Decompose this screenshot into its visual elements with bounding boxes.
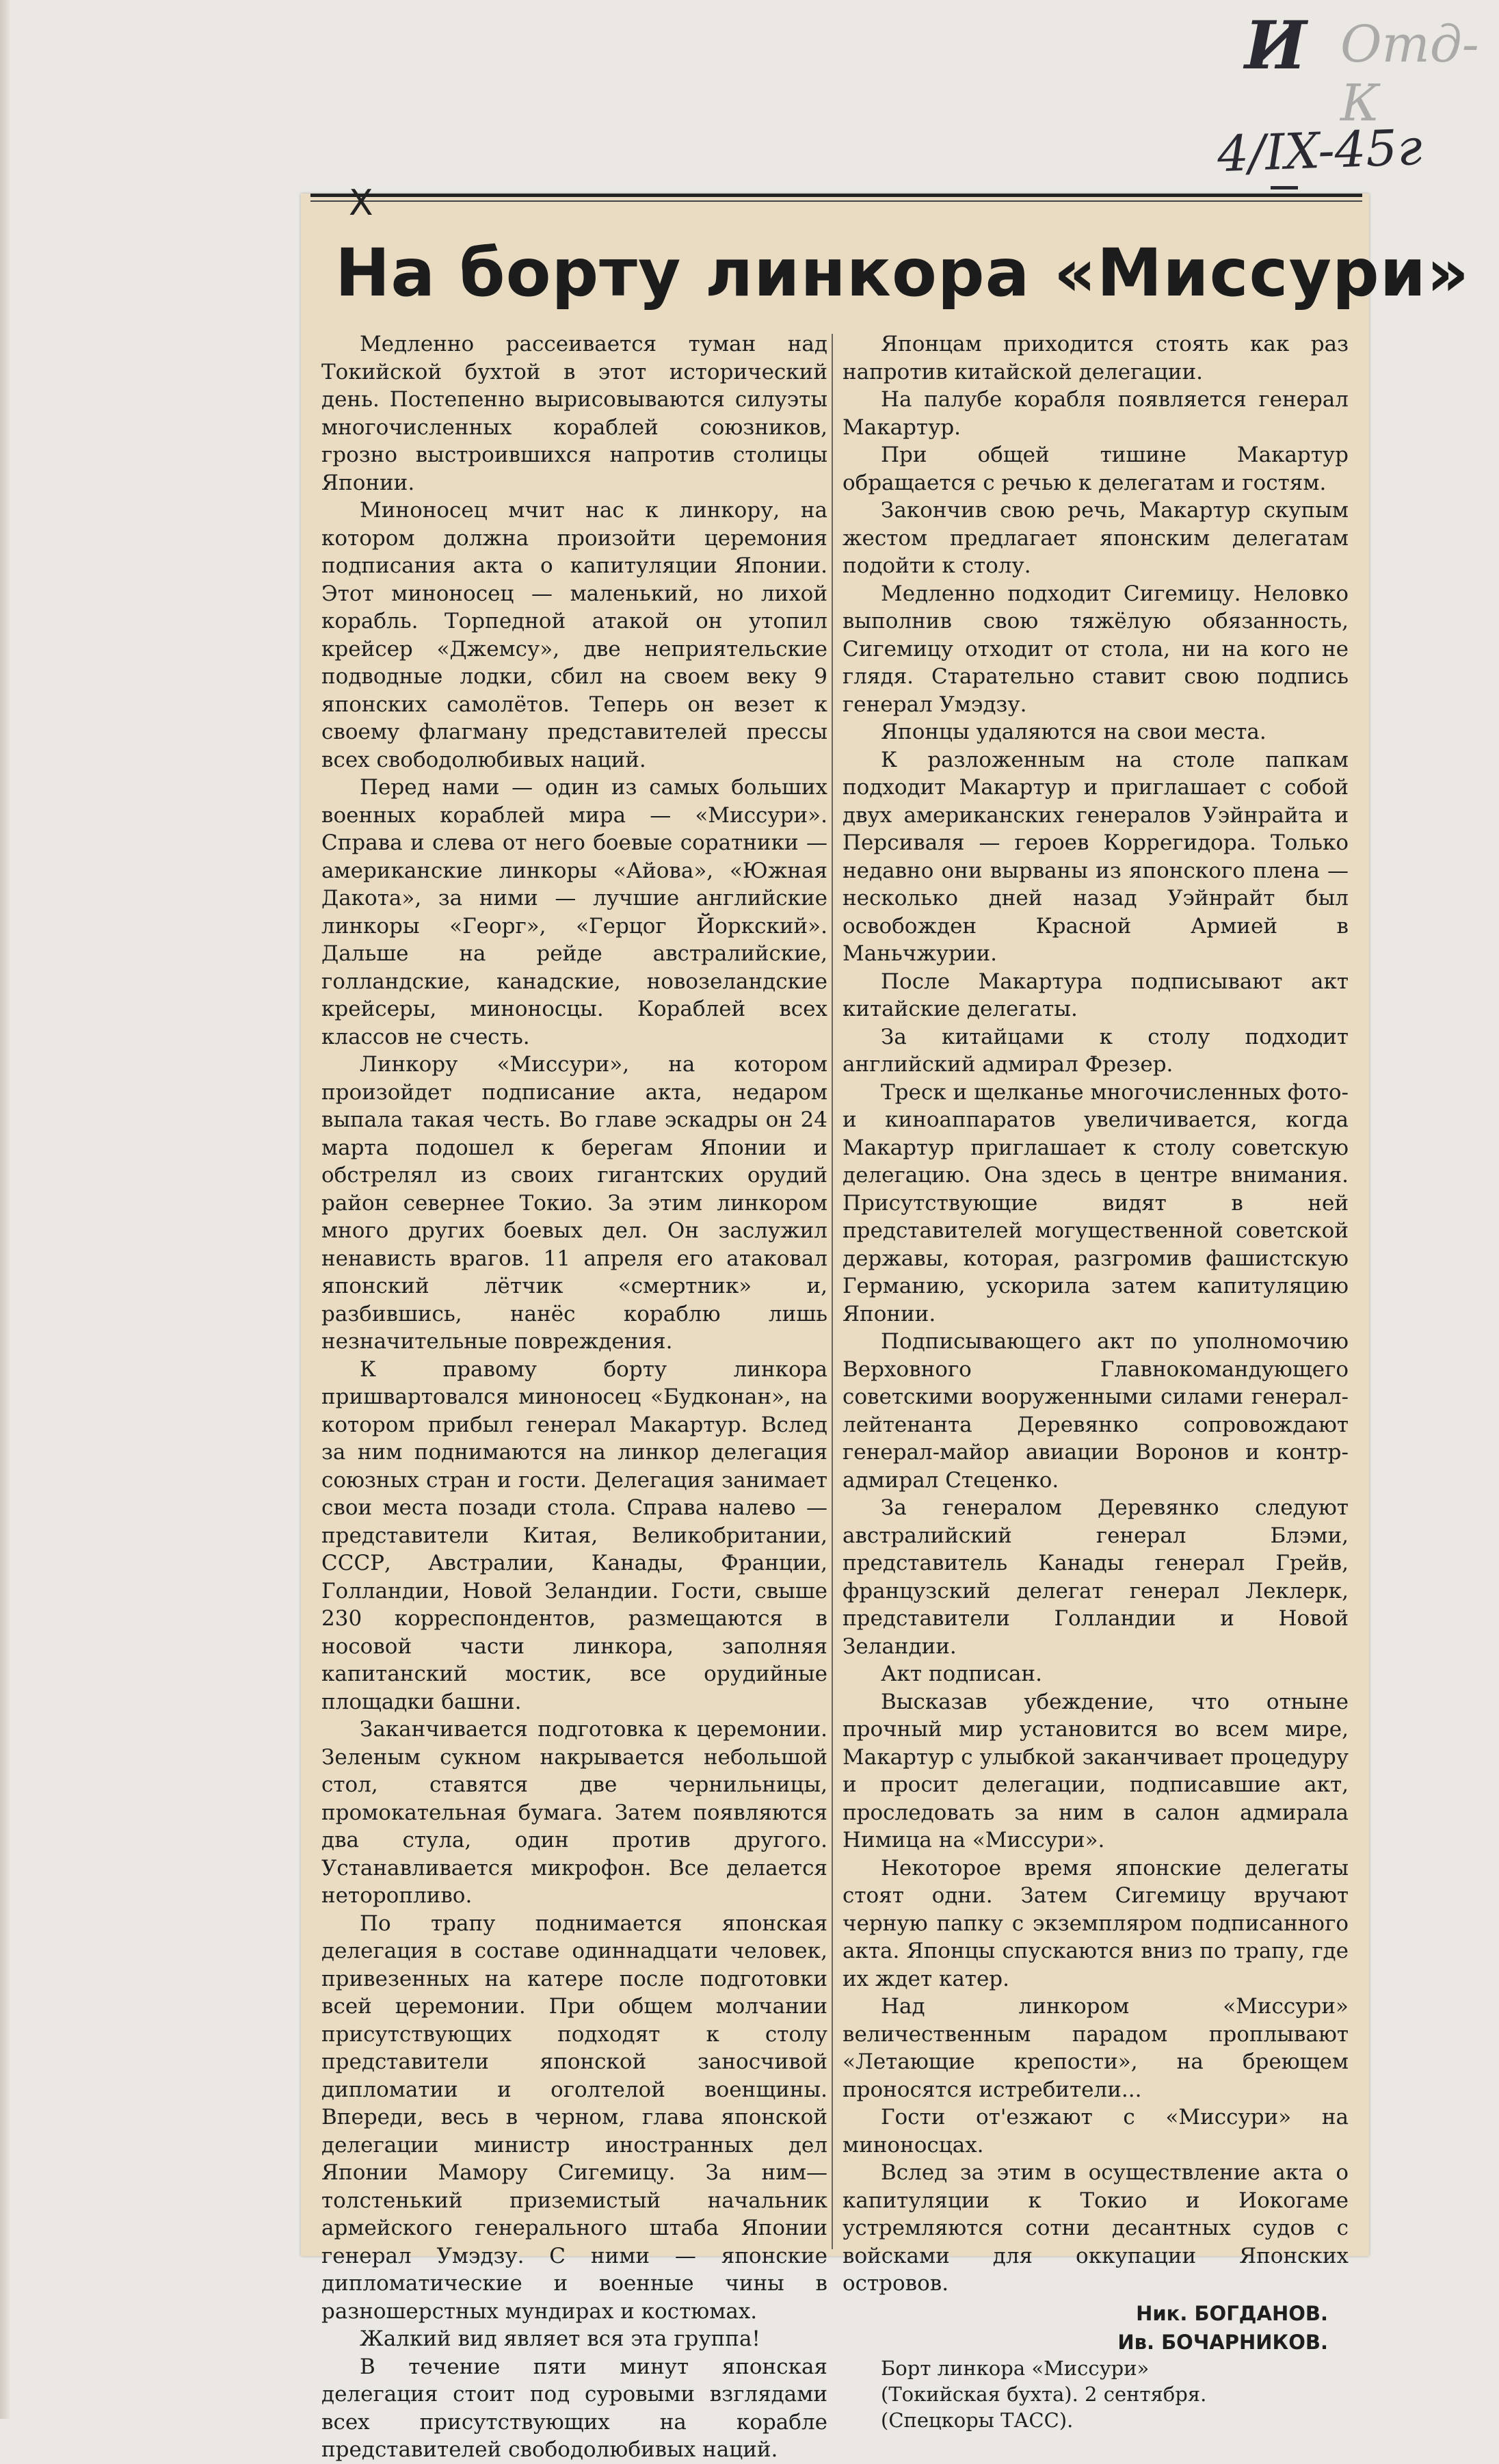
page-edge bbox=[0, 0, 10, 2419]
newspaper-clipping bbox=[301, 183, 1470, 2462]
faded-stamp: Отд-К bbox=[1340, 15, 1479, 133]
handwritten-date: 4/IX-45г bbox=[1216, 118, 1423, 183]
top-rule-thin bbox=[310, 200, 1362, 202]
date-underline bbox=[1271, 186, 1298, 189]
signature-bocharnikov: Ив. БОЧАРНИКОВ. bbox=[1117, 2330, 1328, 2354]
paragraph: Заканчивается подготовка к церемонии. Зеленым сукном накрывается небольшой стол, ставятся две чернильницы, промокательная бумага. Затем появляются два стула, один против другого. Устанавливается микрофон. Все делается неторопливо. bbox=[321, 1717, 827, 1908]
paragraph: Жалкий вид являет вся эта группа! bbox=[360, 2327, 760, 2351]
paragraph: Некоторое время японские делегаты стоят одни. Затем Сигемицу вручают черную папку с экземпляром подписанного акта. Японцы спускаются вниз по трапу, где их ждет катер. bbox=[843, 1855, 1349, 1991]
paragraph: Высказав убеждение, что отныне прочный мир установится во всем мире, Макартур с улыбкой заканчивает процедуру и просит делегации, подписавшие акт, проследовать за ним в салон адмирала Нимица на «Миссури». bbox=[843, 1689, 1349, 1852]
column-divider bbox=[832, 334, 833, 2249]
paragraph: Перед нами — один из самых больших военных кораблей мира — «Миссури». Справа и слева от него боевые соратники — американские линкоры «Айова», «Южная Дакота», за ними — лучшие английские линкоры «Георг», «Герцог Йоркский». Дальше на рейде австралийские, голландские, канадские, новозеландские крейсеры, миноносцы. Кораблей всех классов не счесть. bbox=[321, 775, 827, 1049]
paragraph: Акт подписан. bbox=[881, 1662, 1042, 1686]
left-column bbox=[321, 330, 827, 2464]
paragraph: Японцы удаляются на свои места. bbox=[881, 720, 1266, 744]
dateline: Борт линкора «Миссури» bbox=[881, 2356, 1150, 2380]
paragraph: Японцам приходится стоять как раз напротив китайской делегации. bbox=[843, 332, 1349, 384]
right-column bbox=[843, 330, 1349, 2433]
paragraph: За генералом Деревянко следуют австралийский генерал Блэми, представитель Канады генерал Грейв, французский делегат генерал Леклерк, представители Голландии и Новой Зеландии. bbox=[843, 1495, 1349, 1659]
headline: На борту линкора «Миссури» bbox=[335, 235, 1470, 311]
top-rule bbox=[310, 194, 1362, 197]
paragraph: Миноносец мчит нас к линкору, на котором должна произойти церемония подписания акта о капитуляции Японии. Этот миноносец — маленький, но лихой корабль. Торпедной атакой он утопил крейсер «Джемсу», две неприятельские подводные лодки, сбил на своем веку 9 японских самолётов. Теперь он везет к своему флагману представителей прессы всех свободолюбивых наций. bbox=[321, 498, 827, 772]
paragraph: Над линкором «Миссури» величественным парадом проплывают «Летающие крепости», на бреющем проносятся истребители... bbox=[843, 1994, 1349, 2102]
dateline: (Токийская бухта). 2 сентября. bbox=[881, 2382, 1207, 2406]
paragraph: При общей тишине Макартур обращается с речью к делегатам и гостям. bbox=[843, 443, 1349, 495]
dateline: (Спецкоры ТАСС). bbox=[881, 2408, 1074, 2432]
paragraph: На палубе корабля появляется генерал Макартур. bbox=[843, 387, 1349, 440]
paragraph: В течение пяти минут японская делегация стоит под суровыми взглядами всех присутствующих на корабле представителей свободолюбивых наций. bbox=[321, 2354, 827, 2462]
paragraph: Вслед за этим в осуществление акта о капитуляции к Токио и Иокогаме устремляются сотни десантных судов с войсками для оккупации Японских островов. bbox=[843, 2160, 1349, 2296]
x-mark: X bbox=[349, 183, 373, 224]
handwritten-mark: И bbox=[1245, 7, 1307, 84]
paragraph: За китайцами к столу подходит английский адмирал Фрезер. bbox=[843, 1024, 1349, 1077]
paragraph: Подписывающего акт по уполномочию Верховного Главнокомандующего советскими вооруженными силами генерал-лейтенанта Деревянко сопровождают генерал-майор авиации Воронов и контр-адмирал Стеценко. bbox=[843, 1329, 1349, 1493]
paragraph: Линкору «Миссури», на котором произойдет подписание акта, недаром выпала такая честь. Во главе эскадры он 24 марта подошел к берегам Японии и обстрелял из своих гигантских орудий район севернее Токио. За этим линкором много других боевых дел. Он заслужил ненависть врагов. 11 апреля его атаковал японский лётчик «смертник» и, разбившись, нанёс кораблю лишь незначительные повреждения. bbox=[321, 1052, 827, 1354]
signature-bogdanov: Ник. БОГДАНОВ. bbox=[1136, 2301, 1328, 2325]
paragraph: Медленно подходит Сигемицу. Неловко выполнив свою тяжёлую обязанность, Сигемицу отходит от стола, ни на кого не глядя. Старательно ставит свою подпись генерал Умэдзу. bbox=[843, 581, 1349, 717]
paragraph: Гости от'езжают с «Миссури» на миноносцах. bbox=[843, 2105, 1349, 2158]
paragraph: Треск и щелканье многочисленных фото- и киноаппаратов увеличивается, когда Макартур приглашает к столу советскую делегацию. Она здесь в центре внимания. Присутствующие видят в ней представителей могущественной советской державы, которая, разгромив фашистскую Германию, ускорила затем капитуляцию Японии. bbox=[843, 1079, 1349, 1326]
paragraph: Закончив свою речь, Макартур скупым жестом предлагает японским делегатам подойти к столу. bbox=[843, 498, 1349, 578]
paragraph: К разложенным на столе папкам подходит Макартур и приглашает с собой двух американских генералов Уэйнрайта и Персиваля — героев Коррегидора. Только недавно они вырваны из японского плена — несколько дней назад Уэйнрайт был освобожден Красной Армией в Маньчжурии. bbox=[843, 747, 1349, 966]
paragraph: После Макартура подписывают акт китайские делегаты. bbox=[843, 969, 1349, 1021]
paragraph: К правому борту линкора пришвартовался миноносец «Будконан», на котором прибыл генерал Макартур. Вслед за ним поднимаются на линкор делегация союзных стран и гости. Делегация занимает свои места позади стола. Справа налево — представители Китая, Великобритании, СССР, Австралии, Канады, Франции, Голландии, Новой Зеландии. Гости, свыше 230 корреспондентов, размещаются в носовой части линкора, заполняя капитанский мостик, все орудийные площадки башни. bbox=[321, 1356, 827, 1714]
paragraph: По трапу поднимается японская делегация в составе одиннадцати человек, привезенных на катере после подготовки всей церемонии. При общем молчании присутствующих подходят к столу представители японской заносчивой дипломатии и оголтелой военщины. Впереди, весь в черном, глава японской делегации министр иностранных дел Японии Мамору Сигемицу. За ним—толстенький приземистый начальник армейского генерального штаба Японии генерал Умэдзу. С ними — японские дипломатические и военные чины в разношерстных мундирах и костюмах. bbox=[321, 1911, 827, 2324]
paragraph: Медленно рассеивается туман над Токийской бухтой в этот исторический день. Постепенно вырисовываются силуэты многочисленных кораблей союзников, грозно выстроившихся напротив столицы Японии. bbox=[321, 332, 827, 495]
